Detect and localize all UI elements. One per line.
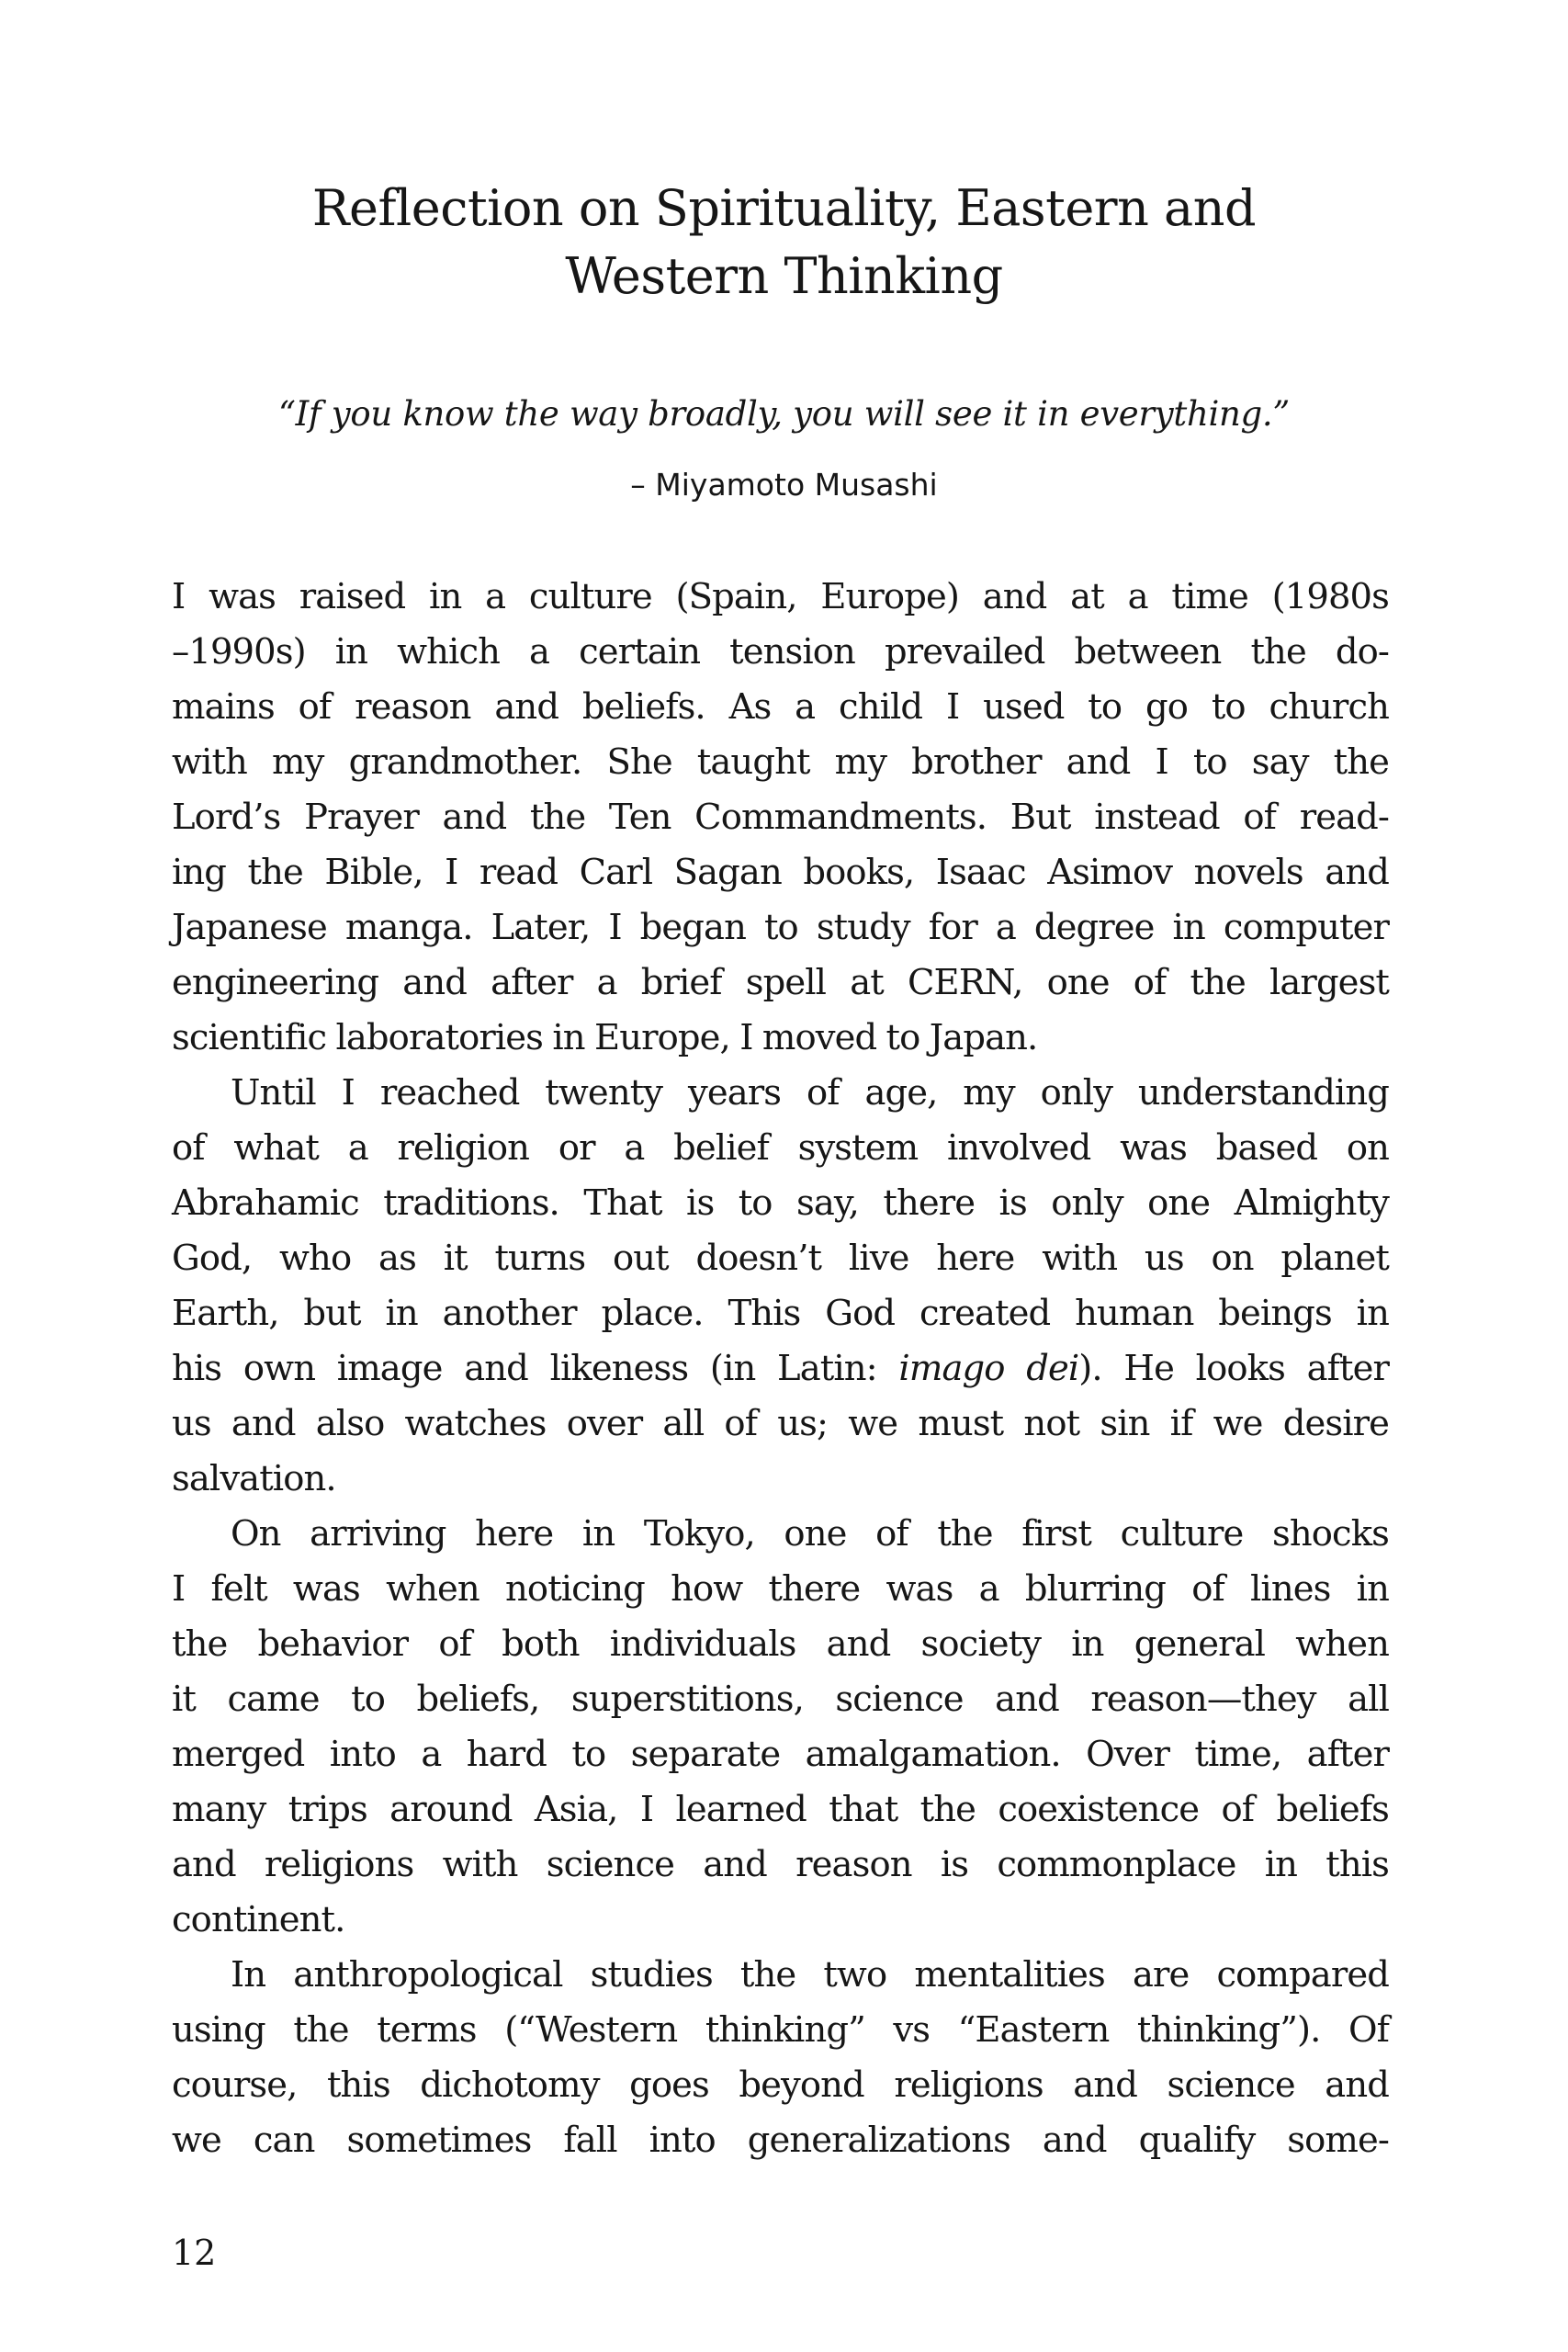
- chapter-title-line-2: Western Thinking: [565, 247, 1003, 305]
- chapter-title: [0, 175, 1568, 311]
- text-line: On arriving here in Tokyo, one of the first culture shocks: [231, 1513, 1389, 1555]
- text-line: In anthropological studies the two mentalities are compared: [231, 1954, 1389, 1996]
- text-line: Lord’s Prayer and the Ten Commandments. But instead of read-: [172, 797, 1389, 838]
- text-line: ing the Bible, I read Carl Sagan books, Isaac Asimov novels and: [172, 852, 1389, 893]
- text-line: course, this dichotomy goes beyond religions and science and: [172, 2064, 1389, 2106]
- text-line: with my grandmother. She taught my brother and I to say the: [172, 741, 1389, 783]
- paragraph-2: [172, 1066, 1389, 1507]
- text-line: I was raised in a culture (Spain, Europe) and at a time (1980s: [172, 576, 1389, 617]
- text-line: we can sometimes fall into generalizations and qualify some-: [172, 2120, 1389, 2161]
- chapter-title-line-1: Reflection on Spirituality, Eastern and: [311, 179, 1257, 237]
- text-line: mains of reason and beliefs. As a child I used to go to church: [172, 686, 1389, 728]
- text-line: the behavior of both individuals and society in general when: [172, 1623, 1389, 1665]
- text-line: many trips around Asia, I learned that the coexistence of beliefs: [172, 1789, 1389, 1830]
- text-line: continent.: [172, 1899, 345, 1940]
- text-line: merged into a hard to separate amalgamation. Over time, after: [172, 1734, 1389, 1775]
- text-line-with-latin: [172, 1341, 1389, 1396]
- text-line: us and also watches over all of us; we must not sin if we desire: [172, 1403, 1389, 1444]
- epigraph-quote: “If you know the way broadly, you will see it in everything.”: [277, 394, 1291, 434]
- text-segment: his own image and likeness (in Latin:: [172, 1348, 899, 1389]
- text-line: Earth, but in another place. This God created human beings in: [172, 1293, 1389, 1334]
- text-segment: ). He looks after: [1078, 1348, 1389, 1389]
- body-text: [172, 570, 1389, 2168]
- text-line: of what a religion or a belief system involved was based on: [172, 1127, 1389, 1169]
- latin-term: imago dei: [898, 1348, 1079, 1389]
- text-line: using the terms (“Western thinking” vs “Eastern thinking”). Of: [172, 2009, 1389, 2051]
- text-line: engineering and after a brief spell at CERN, one of the largest: [172, 962, 1389, 1003]
- paragraph-4: [172, 1948, 1389, 2168]
- text-line: salvation.: [172, 1458, 336, 1499]
- page-number: 12: [172, 2233, 217, 2273]
- text-line: it came to beliefs, superstitions, science and reason—they all: [172, 1679, 1389, 1720]
- text-line: I felt was when noticing how there was a blurring of lines in: [172, 1568, 1389, 1610]
- paragraph-3: [172, 1507, 1389, 1948]
- text-line: Japanese manga. Later, I began to study for a degree in computer: [172, 907, 1389, 948]
- text-line: Until I reached twenty years of age, my only understanding: [231, 1072, 1389, 1114]
- text-line: –1990s) in which a certain tension prevailed between the do-: [172, 631, 1389, 673]
- text-line: God, who as it turns out doesn’t live here with us on planet: [172, 1238, 1389, 1279]
- paragraph-1: [172, 570, 1389, 1066]
- text-line: Abrahamic traditions. That is to say, there is only one Almighty: [172, 1182, 1389, 1224]
- text-line: scientific laboratories in Europe, I moved to Japan.: [172, 1017, 1038, 1058]
- text-line: and religions with science and reason is commonplace in this: [172, 1844, 1389, 1885]
- epigraph-attribution: – Miyamoto Musashi: [630, 467, 938, 503]
